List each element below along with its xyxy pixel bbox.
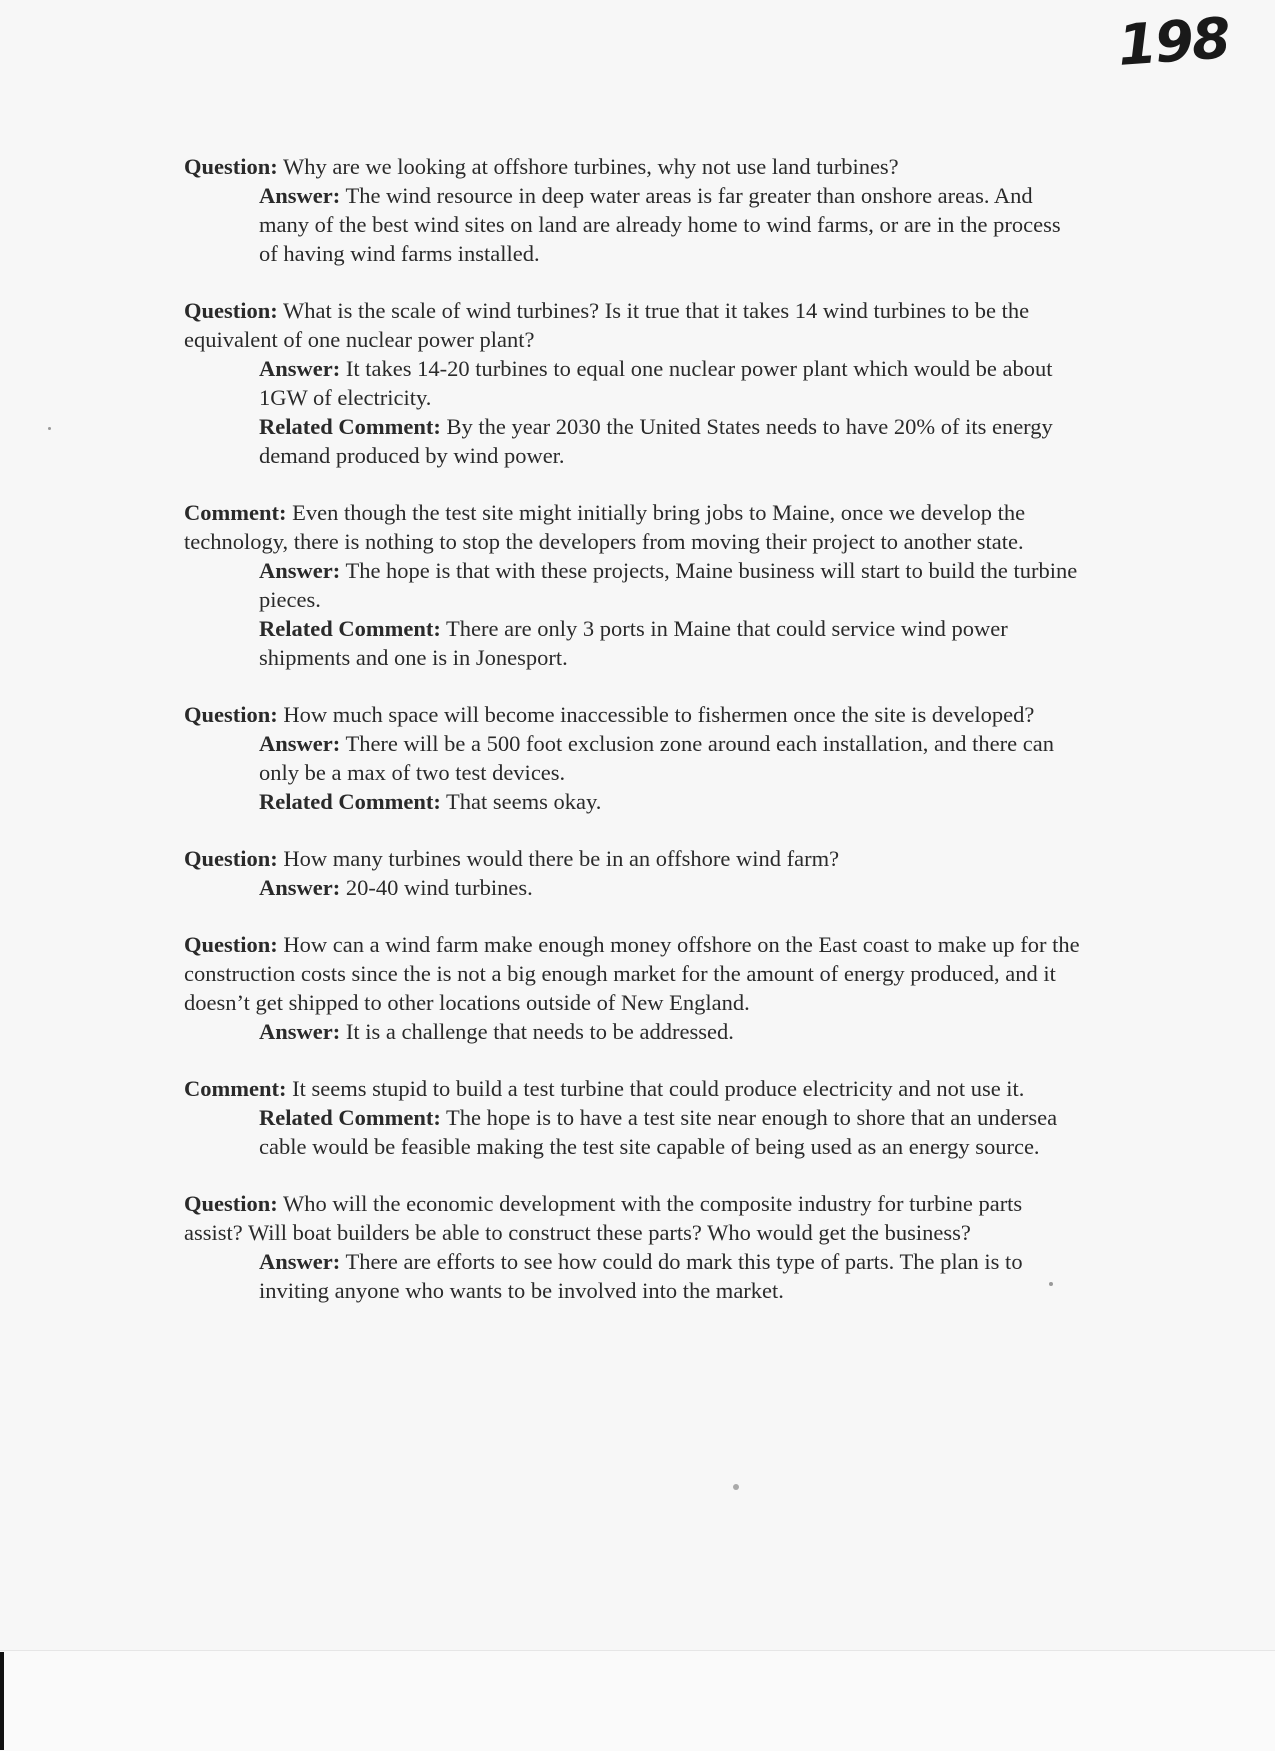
response-text: That seems okay. [446, 789, 602, 814]
entry-prompt [184, 152, 1084, 181]
entry-response [259, 556, 1084, 614]
response-label: Answer: [259, 1019, 341, 1044]
response-label: Answer: [259, 731, 341, 756]
entry-prompt [184, 498, 1084, 556]
entry-text: What is the scale of wind turbines? Is it true that it takes 14 wind turbines to be the equivalent of one nuclear power plant? [184, 298, 1030, 352]
entry-text: How many turbines would there be in an offshore wind farm? [283, 846, 840, 871]
entry-response [259, 181, 1084, 268]
qa-entry [184, 700, 1084, 816]
qa-entry [184, 930, 1084, 1046]
entry-text: Even though the test site might initially bring jobs to Maine, once we develop the technology, there is nothing to stop the developers from moving their project to another state. [184, 500, 1026, 554]
entry-prompt [184, 296, 1084, 354]
response-label: Answer: [259, 356, 341, 381]
entry-response [259, 614, 1084, 672]
response-text: 20-40 wind turbines. [345, 875, 533, 900]
entry-response [259, 354, 1084, 412]
scan-edge-mark [0, 1652, 4, 1750]
entry-text: How much space will become inaccessible to fishermen once the site is developed? [283, 702, 1035, 727]
entry-label: Question: [184, 932, 278, 957]
qa-entry [184, 1189, 1084, 1305]
response-label: Answer: [259, 1249, 341, 1274]
response-label: Answer: [259, 558, 341, 583]
entry-response [259, 729, 1084, 787]
response-text: The hope is that with these projects, Maine business will start to build the turbine pieces. [259, 558, 1078, 612]
entry-label: Question: [184, 1191, 278, 1216]
entry-prompt [184, 930, 1084, 1017]
response-text: By the year 2030 the United States needs to have 20% of its energy demand produced by wind power. [259, 414, 1053, 468]
scanner-bottom-margin [0, 1650, 1275, 1751]
qa-entry [184, 498, 1084, 672]
response-label: Related Comment: [259, 1105, 441, 1130]
response-label: Related Comment: [259, 616, 441, 641]
response-label: Answer: [259, 183, 341, 208]
response-text: The wind resource in deep water areas is far greater than onshore areas. And many of the best wind sites on land are already home to wind farms, or are in the process of having wind farms installed. [259, 183, 1061, 266]
response-text: There are efforts to see how could do mark this type of parts. The plan is to inviting anyone who wants to be involved into the market. [259, 1249, 1023, 1303]
qa-entry [184, 296, 1084, 470]
entry-label: Question: [184, 298, 278, 323]
qa-entry [184, 844, 1084, 902]
entry-prompt [184, 700, 1084, 729]
entry-prompt [184, 844, 1084, 873]
qa-entry [184, 152, 1084, 268]
entry-label: Question: [184, 846, 278, 871]
entry-label: Question: [184, 702, 278, 727]
qa-entry [184, 1074, 1084, 1161]
entry-prompt [184, 1189, 1084, 1247]
response-label: Related Comment: [259, 789, 441, 814]
entry-response [259, 787, 1084, 816]
meeting-notes [184, 152, 1084, 1333]
handwritten-page-number: 198 [1115, 6, 1232, 79]
response-text: It takes 14-20 turbines to equal one nuclear power plant which would be about 1GW of electricity. [259, 356, 1053, 410]
scan-speck [733, 1484, 739, 1490]
entry-response [259, 873, 1084, 902]
entry-response [259, 1017, 1084, 1046]
entry-text: How can a wind farm make enough money offshore on the East coast to make up for the construction costs since the is not a big enough market for the amount of energy produced, and it doesn’t get shipped to other locations outside of New England. [184, 932, 1080, 1015]
entry-label: Comment: [184, 1076, 287, 1101]
response-label: Related Comment: [259, 414, 441, 439]
entry-response [259, 1103, 1084, 1161]
entry-text: Who will the economic development with the composite industry for turbine parts assist? Will boat builders be able to construct these parts? Who would get the business? [184, 1191, 1023, 1245]
entry-text: Why are we looking at offshore turbines, why not use land turbines? [282, 154, 899, 179]
entry-response [259, 412, 1084, 470]
response-text: There are only 3 ports in Maine that could service wind power shipments and one is in Jonesport. [259, 616, 1008, 670]
entry-text: It seems stupid to build a test turbine that could produce electricity and not use it. [292, 1076, 1025, 1101]
entry-response [259, 1247, 1084, 1305]
response-text: There will be a 500 foot exclusion zone around each installation, and there can only be a max of two test devices. [259, 731, 1054, 785]
entry-prompt [184, 1074, 1084, 1103]
response-label: Answer: [259, 875, 341, 900]
response-text: The hope is to have a test site near enough to shore that an undersea cable would be feasible making the test site capable of being used as an energy source. [259, 1105, 1058, 1159]
scan-speck [48, 427, 51, 430]
entry-label: Question: [184, 154, 278, 179]
entry-label: Comment: [184, 500, 287, 525]
response-text: It is a challenge that needs to be addressed. [345, 1019, 734, 1044]
